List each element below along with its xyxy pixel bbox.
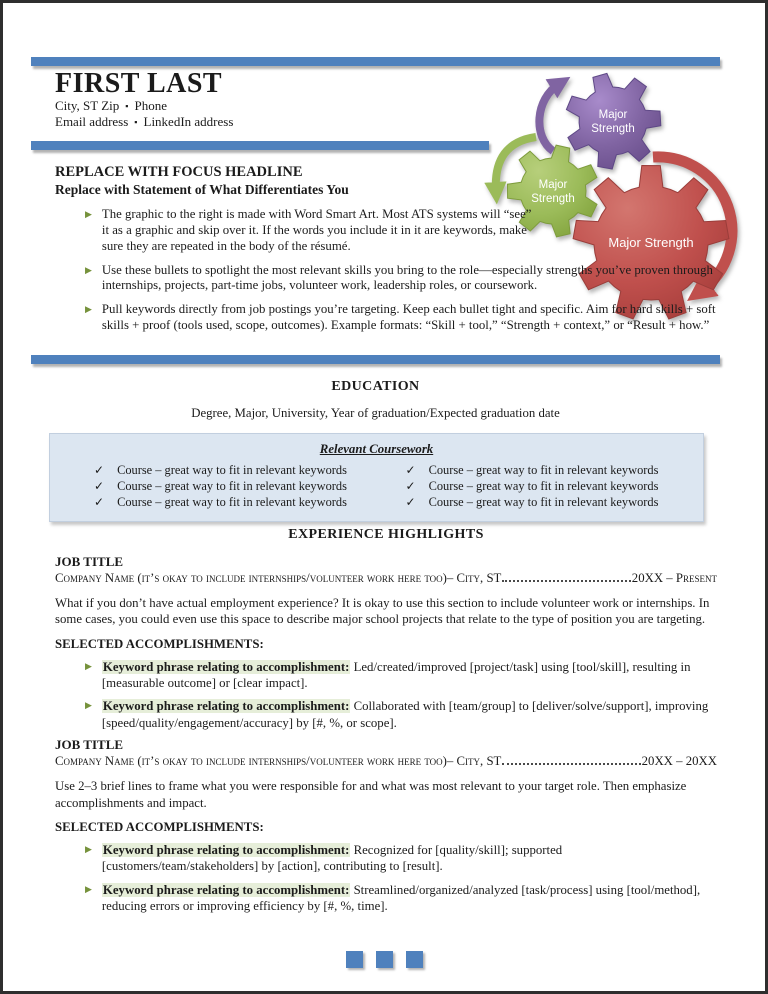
coursework-item [384,479,674,494]
experience-heading: EXPERIENCE HIGHLIGHTS [288,527,484,542]
coursework-item [384,463,674,478]
keyword-phrase: Keyword phrase relating to accomplishment: [102,842,350,857]
keyword-phrase: Keyword phrase relating to accomplishment: [102,882,350,897]
focus-bullet [85,302,719,334]
focus-bullet-text: Pull keywords directly from job postings you’re targeting. Keep each bullet tight and specific. Aim for hard skills + soft skills + proof (tools used, scope, outcomes). Example formats: “Skill + tool,” “Strength + context,” or “Result + how.” [101,302,716,333]
city-state-zip: City, ST Zip [55,98,120,114]
focus-bullet [85,207,540,255]
job-dates: 20XX – Present [631,570,717,585]
footer-squares [3,951,765,968]
coursework-item-text: Course – great way to fit in relevant keywords [117,495,347,510]
company-line [55,754,717,769]
accomplishment-bullet [85,698,717,731]
gear-shape [566,73,660,169]
job-dates: 20XX – 20XX [641,753,717,768]
triangle-bullet-icon: ▶ [85,700,92,711]
job-title: JOB TITLE [55,554,124,569]
contact-line-2 [55,114,233,129]
divider-bar-education [31,355,720,364]
coursework-item [384,495,674,510]
triangle-bullet-icon: ▶ [85,304,92,315]
job-description: Use 2–3 brief lines to frame what you were responsible for and what was most relevant to your target role. Then emphasize accomplishments and impact. [55,779,687,810]
name-heading: FIRST LAST [55,68,223,99]
coursework-item-text: Course – great way to fit in relevant keywords [117,463,347,477]
coursework-item [94,463,384,478]
education-section [31,379,720,522]
dotted-leader [502,580,630,582]
keyword-phrase: Keyword phrase relating to accomplishment: [102,699,350,714]
email-address: Email address [55,113,129,129]
coursework-title: Relevant Coursework [319,442,434,456]
blue-square-icon [406,951,423,968]
accomplishment-detail: Led/created/improved [project/task] using [tool/skill], resulting in [measurable outcome] or [clear impact]. [101,659,691,691]
separator-square-icon: ▪ [125,101,129,112]
linkedin-address: LinkedIn address [143,113,234,129]
selected-accomplishments-heading: SELECTED ACCOMPLISHMENTS: [55,819,264,834]
triangle-bullet-icon: ▶ [85,209,92,219]
company-name: Company Name (it’s okay to include internships/volunteer work here too)– City, ST [55,570,502,585]
divider-bar-top [31,57,720,66]
accomplishment-text [102,698,717,731]
triangle-bullet-icon: ▶ [85,660,92,671]
triangle-bullet-icon: ▶ [85,843,92,854]
accomplishment-bullet [85,882,717,915]
education-heading: EDUCATION [331,379,420,394]
company-name: Company Name (it’s okay to include internships/volunteer work here too)– City, ST [55,753,502,768]
triangle-bullet-icon: ▶ [85,883,92,894]
coursework-item-text: Course – great way to fit in relevant keywords [428,495,659,510]
checkmark-icon: ✓ [405,495,416,510]
checkmark-icon: ✓ [94,463,105,477]
accomplishment-text [102,882,717,915]
accomplishment-bullet [85,659,717,692]
job-entry [55,554,717,731]
divider-bar-header [31,141,489,150]
coursework-item-text: Course – great way to fit in relevant keywords [428,479,659,494]
accomplishment-text [102,659,717,692]
coursework-item [94,479,384,494]
focus-bullet [85,263,719,295]
checkmark-icon: ✓ [94,495,105,510]
blue-square-icon [346,951,363,968]
purple-curved-arrow-icon [539,84,559,151]
coursework-item-text: Course – great way to fit in relevant keywords [428,463,659,477]
dotted-leader [502,763,640,765]
focus-subheadline: Replace with Statement of What Differentiates You [55,182,349,198]
accomplishment-bullet [85,842,717,875]
company-line [55,571,717,586]
checkmark-icon: ✓ [405,463,416,477]
gear-label: Major Strength [591,109,635,135]
gear-label: Major Strength [608,235,694,250]
relevant-coursework-box [49,433,704,522]
accomplishment-text [102,842,717,875]
phone: Phone [134,98,167,114]
coursework-item-text: Course – great way to fit in relevant keywords [117,479,347,494]
focus-section [55,163,719,342]
job-entry [55,737,717,914]
separator-square-icon: ▪ [134,116,138,127]
selected-accomplishments-heading: SELECTED ACCOMPLISHMENTS: [55,636,264,651]
focus-headline: REPLACE WITH FOCUS HEADLINE [55,164,303,180]
focus-bullet-text: Use these bullets to spotlight the most relevant skills you bring to the role—especially strengths you’ve proven through internships, projects, part-time jobs, volunteer work, leadership roles, or coursework. [101,262,713,293]
coursework-grid [50,463,703,510]
keyword-phrase: Keyword phrase relating to accomplishment: [102,659,350,674]
checkmark-icon: ✓ [405,479,416,494]
coursework-item [94,495,384,510]
triangle-bullet-icon: ▶ [85,264,92,275]
accomplishment-detail: Streamlined/organized/analyzed [task/process] using [tool/method], reducing errors or improving efficiency by [#, %, time]. [101,882,701,913]
blue-square-icon [376,951,393,968]
job-title: JOB TITLE [55,737,124,753]
checkmark-icon: ✓ [94,479,105,494]
focus-bullet-text: The graphic to the right is made with Word Smart Art. Most ATS systems will “see” it as a graphic and skip over it. If the words you include it in it are keywords, make sure they are repeated in the body of the résumé. [101,207,532,253]
contact-line-1 [55,98,233,113]
accomplishment-detail: Collaborated with [team/group] to [deliver/solve/support], improving [speed/quality/engagement/accuracy] by [#, %, or scope]. [101,699,709,730]
resume-header [55,69,233,129]
degree-line: Degree, Major, University, Year of graduation/Expected graduation date [191,406,560,420]
accomplishment-detail: Recognized for [quality/skill]; supported [customers/team/stakeholders] by [action], contributing to [result]. [101,842,563,874]
gear-label: Major Strength [531,179,575,205]
job-description: What if you don’t have actual employment experience? It is okay to use this section to include volunteer work or internships. In some cases, you could even use this space to describe major school projects that relate to the type of position you are targeting. [55,595,710,627]
experience-section [55,527,717,914]
